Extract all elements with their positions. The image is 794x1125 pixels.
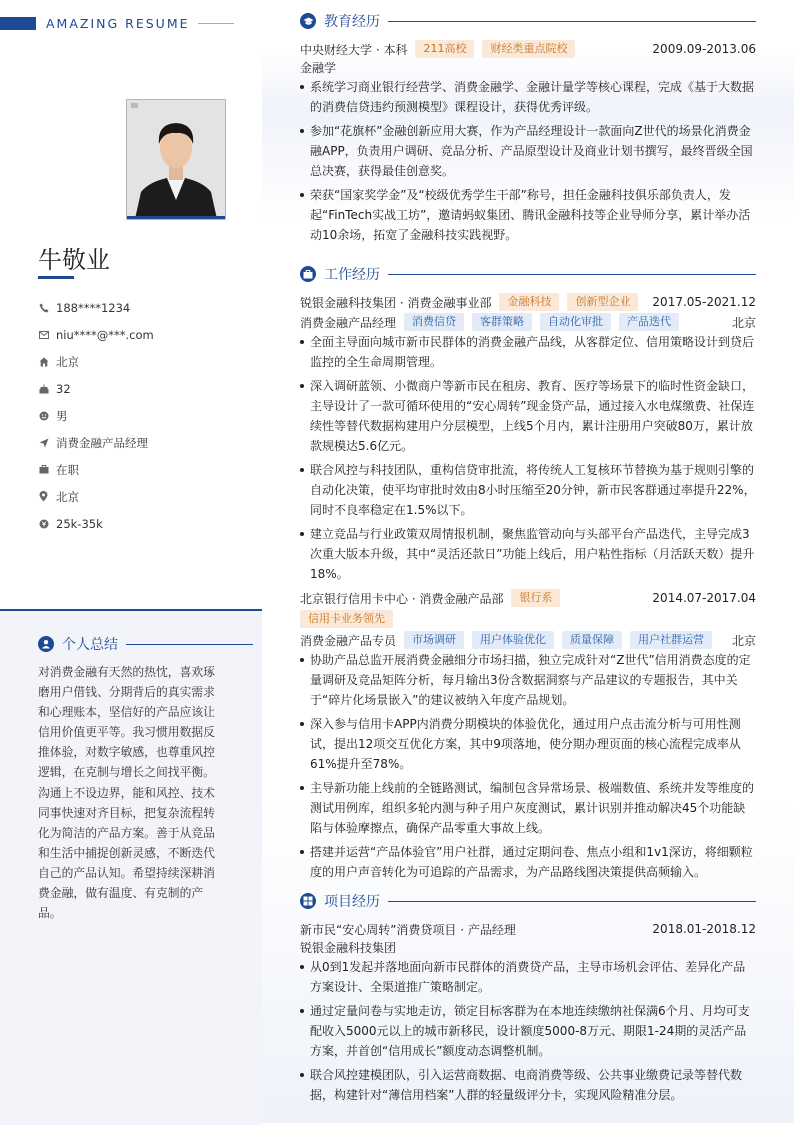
project-org: 锐银金融科技集团 [300, 941, 397, 955]
job-city: 北京 [731, 315, 756, 330]
company-tag: 创新型企业 [567, 293, 638, 311]
candidate-name: 牛敬业 [38, 246, 110, 274]
job-header-row [300, 292, 756, 312]
work-section [300, 264, 756, 886]
summary-title: 个人总结 [62, 637, 118, 653]
list-item: 深入调研蓝领、小微商户等新市民在租房、教育、医疗等场景下的临时性资金缺口，主导设计了一款可循环使用的“安心周转”现金贷产品，通过接入水电煤缴费、社保连续性等替代数据构建用户分层模型，上线5个月内，累计注册用户突破80万，累计放款规模达5.6亿元。 [300, 376, 756, 456]
list-item: 参加“花旗杯”金融创新应用大赛，作为产品经理设计一款面向Z世代的场景化消费金融APP，负责用户调研、竞品分析、产品原型设计及商业计划书撰写，最终晋级全国总决赛，获得最佳创意奖。 [300, 121, 756, 181]
project-bullets [300, 957, 756, 1105]
brand-line [198, 23, 234, 24]
cake-icon [38, 383, 49, 394]
work-rule [388, 274, 756, 275]
name-underline [38, 276, 74, 279]
home-icon [38, 356, 49, 367]
info-salary-text: 25k-35k [56, 516, 103, 531]
company-tag: 金融科技 [499, 293, 559, 311]
briefcase-icon [300, 266, 316, 282]
school-tag: 211高校 [415, 40, 474, 58]
school-tag: 财经类重点院校 [482, 40, 575, 58]
info-email-text: niu****@***.com [56, 327, 154, 342]
info-phone-text: 188****1234 [56, 300, 131, 315]
profile-photo [126, 99, 226, 220]
job-date: 2017.05-2021.12 [652, 295, 756, 309]
contact-info [38, 294, 258, 537]
role-tag: 消费信贷 [404, 313, 464, 331]
info-target-role-text: 消费金融产品经理 [56, 435, 148, 450]
portrait-image [127, 100, 225, 219]
grid-icon [300, 893, 316, 909]
role-tag: 客群策略 [472, 313, 532, 331]
company-name: 锐银金融科技集团 · 消费金融事业部 [300, 295, 492, 310]
phone-icon [38, 302, 49, 313]
summary-heading [38, 634, 253, 654]
job-bullets [300, 650, 756, 882]
list-item: 系统学习商业银行经营学、消费金融学、金融计量学等核心课程，完成《基于大数据的消费信贷违约预测模型》课程设计，获得优秀评级。 [300, 77, 756, 117]
role-tag: 用户体验优化 [472, 631, 554, 649]
info-target-city [38, 483, 258, 510]
list-item: 联合风控建模团队，引入运营商数据、电商消费等级、公共事业缴费记录等替代数据，构建针对“薄信用档案”人群的轻量级评分卡，实现风险精准分层。 [300, 1065, 756, 1105]
list-item: 通过定量问卷与实地走访，锁定目标客群为在本地连续缴纳社保满6个月、月均可支配收入5000元以上的城市新移民，设计额度5000-8万元、期限1-24期的灵活产品方案，并首创“信用成长”额度动态调整机制。 [300, 1001, 756, 1061]
education-major: 金融学 [300, 61, 337, 75]
education-heading [300, 11, 756, 31]
info-target-city-text: 北京 [56, 489, 79, 504]
person-icon [38, 636, 54, 652]
job-role: 消费金融产品经理 [300, 315, 397, 330]
education-section [300, 11, 756, 249]
job-role-row [300, 630, 756, 650]
list-item: 协助产品总监开展消费金融细分市场扫描，独立完成针对“Z世代”信用消费态度的定量调研及竞品矩阵分析，每月输出3份含数据洞察与产品建议的专题报告，其中关于“碎片化场景嵌入”的建议被纳入年度产品规划。 [300, 650, 756, 710]
project-name: 新市民“安心周转”消费贷项目 · 产品经理 [300, 922, 516, 937]
brand-text: AMAZING RESUME [46, 16, 190, 31]
job-header-row [300, 588, 756, 608]
job-role: 消费金融产品专员 [300, 633, 397, 648]
info-email [38, 321, 258, 348]
company-tag: 银行系 [511, 589, 560, 607]
briefcase-icon [38, 464, 49, 475]
list-item: 主导新功能上线前的全链路测试，编制包含异常场景、极端数值、系统并发等维度的测试用例库，组织多轮内测与种子用户灰度测试，累计识别并推动解决45个功能缺陷与体验摩擦点，确保产品零重大事故上线。 [300, 778, 756, 838]
info-age [38, 375, 258, 402]
project-header-row [300, 919, 756, 939]
send-icon [38, 437, 49, 448]
project-section [300, 891, 756, 1109]
job-tag-row [300, 608, 756, 630]
list-item: 全面主导面向城市新市民群体的消费金融产品线，从客群定位、信用策略设计到贷后监控的全生命周期管理。 [300, 332, 756, 372]
list-item: 从0到1发起并落地面向新市民群体的消费贷产品，主导市场机会评估、差异化产品方案设计、全渠道推广策略制定。 [300, 957, 756, 997]
education-rule [388, 21, 756, 22]
location-icon [38, 491, 49, 502]
company-name: 北京银行信用卡中心 · 消费金融产品部 [300, 591, 504, 606]
brand-header [0, 17, 234, 30]
list-item: 荣获“国家奖学金”及“校级优秀学生干部”称号，担任金融科技俱乐部负责人，发起“FinTech实战工坊”，邀请蚂蚁集团、腾讯金融科技等企业导师分享，累计举办活动10余场，拓宽了金融科技实践视野。 [300, 185, 756, 245]
role-tag: 自动化审批 [540, 313, 611, 331]
info-age-text: 32 [56, 381, 71, 396]
school-name: 中央财经大学 · 本科 [300, 42, 408, 57]
role-tag: 质量保障 [562, 631, 622, 649]
info-status-text: 在职 [56, 462, 79, 477]
list-item: 深入参与信用卡APP内消费分期模块的体验优化，通过用户点击流分析与可用性测试，提出12项交互优化方案，其中9项落地，使分期办理页面的核心流程完成率从61%提升至78%。 [300, 714, 756, 774]
info-residence [38, 348, 258, 375]
role-tag: 产品迭代 [619, 313, 679, 331]
job-role-row [300, 312, 756, 332]
graduation-cap-icon [300, 13, 316, 29]
education-date: 2009.09-2013.06 [652, 42, 756, 56]
info-target-role [38, 429, 258, 456]
salary-icon [38, 518, 49, 529]
face-icon [38, 410, 49, 421]
project-rule [388, 901, 756, 902]
job-bullets [300, 332, 756, 584]
summary-text: 对消费金融有天然的热忱，喜欢琢磨用户借钱、分期背后的真实需求和心理账本，坚信好的产品应该让信用价值更平等。我习惯用数据反推体验，对数字敏感，也尊重风控逻辑，在克制与增长之间找平衡。沟通上不设边界，能和风控、技术同事快速对齐目标，把复杂流程转化为简洁的产品方案。善于从竞品和生活中捕捉创新灵感，不断迭代自己的产品认知。希望持续深耕消费金融，做有温度、有克制的产品。 [38, 665, 215, 921]
project-heading [300, 891, 756, 911]
brand-bar [0, 17, 36, 30]
info-gender-text: 男 [56, 408, 68, 423]
sidebar [0, 0, 262, 1123]
work-title: 工作经历 [324, 267, 380, 283]
list-item: 搭建并运营“产品体验官”用户社群，通过定期问卷、焦点小组和1v1深访，将细颗粒度的用户声音转化为可追踪的产品需求，为产品路线图决策提供高频输入。 [300, 842, 756, 882]
info-phone [38, 294, 258, 321]
project-title: 项目经历 [324, 894, 380, 910]
job-city: 北京 [731, 633, 756, 648]
education-header-row [300, 39, 756, 59]
education-bullets [300, 77, 756, 245]
education-title: 教育经历 [324, 14, 380, 30]
list-item: 建立竞品与行业政策双周情报机制，聚焦监管动向与头部平台产品迭代，主导完成3次重大版本升级，其中“灵活还款日”功能上线后，用户粘性指标（月活跃天数）提升18%。 [300, 524, 756, 584]
project-date: 2018.01-2018.12 [652, 922, 756, 936]
info-residence-text: 北京 [56, 354, 79, 369]
role-tag: 市场调研 [404, 631, 464, 649]
info-gender [38, 402, 258, 429]
info-salary [38, 510, 258, 537]
photo-accent [127, 216, 225, 219]
info-status [38, 456, 258, 483]
list-item: 联合风控与科技团队，重构信贷审批流，将传统人工复核环节替换为基于规则引擎的自动化决策，使平均审批时效由8小时压缩至20分钟，新市民客群通过率提升22%，同时不良率稳定在1.5%以下。 [300, 460, 756, 520]
role-tag: 用户社群运营 [630, 631, 712, 649]
summary-rule [126, 644, 253, 645]
work-heading [300, 264, 756, 284]
company-tag: 信用卡业务领先 [300, 610, 393, 628]
job-date: 2014.07-2017.04 [652, 591, 756, 605]
mail-icon [38, 329, 49, 340]
